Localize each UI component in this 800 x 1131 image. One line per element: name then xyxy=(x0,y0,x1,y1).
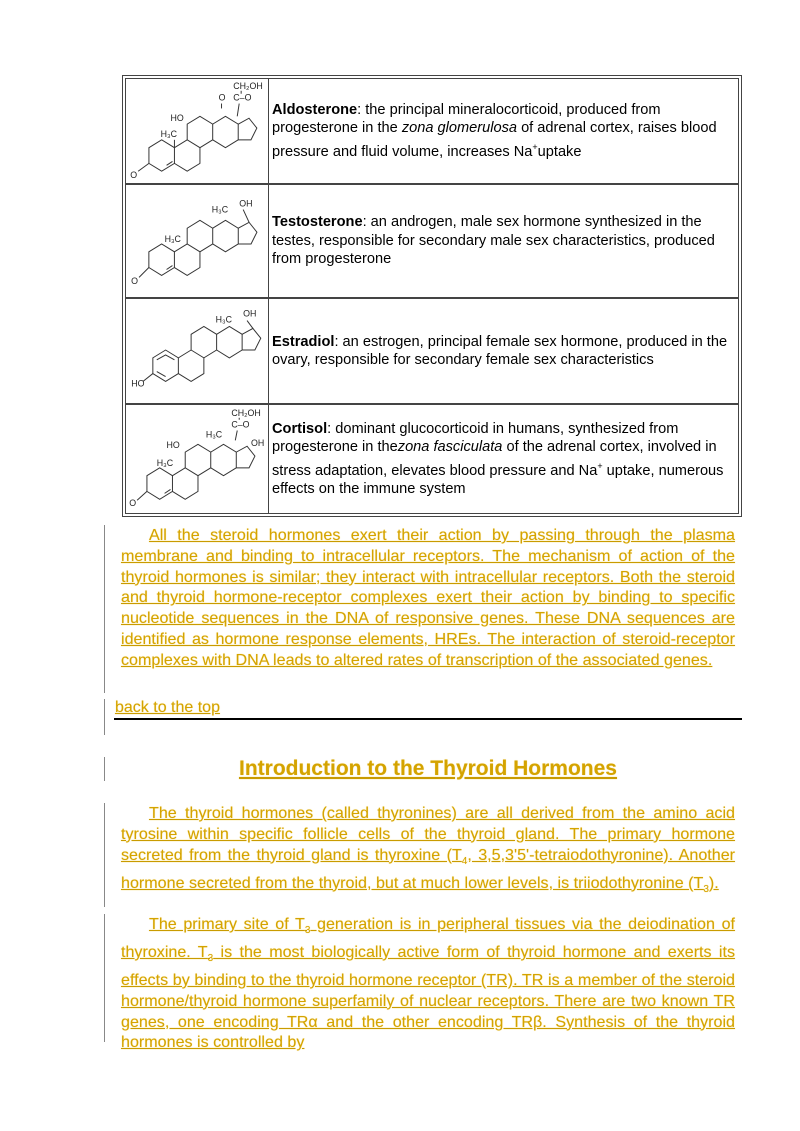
change-bar xyxy=(104,803,105,907)
svg-text:H₃C: H₃C xyxy=(211,204,229,215)
estradiol-name: Estradiol xyxy=(272,333,335,350)
back-to-top-link[interactable]: back to the top xyxy=(115,699,220,716)
horizontal-divider xyxy=(114,718,742,720)
steroid-hormone-table xyxy=(122,75,742,517)
svg-text:OH: OH xyxy=(251,438,265,449)
svg-text:H₃C: H₃C xyxy=(205,429,223,440)
aldosterone-name: Aldosterone xyxy=(272,101,358,118)
thyroid-intro-paragraph: The thyroid hormones (called thyronines) are all derived from the amino acid tyrosine within specific follicle cells of the thyroid gland. The primary hormone secreted from the thyroid gland is thyroxine ($T_4$, 3,5,3'5'-tetraiodothyronine). Another hormone secreted from the thyroid, but at much lower levels, is triiodothyronine $(T_3)$. xyxy=(121,804,735,895)
change-bar xyxy=(104,914,105,1042)
svg-text:O: O xyxy=(218,92,226,103)
svg-text:O: O xyxy=(130,170,138,181)
svg-text:OH: OH xyxy=(243,308,257,319)
aldosterone-structure-image xyxy=(126,79,269,183)
svg-text:HO: HO xyxy=(166,440,180,451)
svg-text:H₃C: H₃C xyxy=(156,457,174,468)
change-bar xyxy=(104,699,105,735)
table-row xyxy=(125,298,739,404)
estradiol-description: Estradiol: an estrogen, principal female sex hormone, produced in the ovary, responsible for secondary female sex characteristics xyxy=(272,333,728,368)
svg-text:CH₂OH: CH₂OH xyxy=(231,407,261,418)
svg-text:OH: OH xyxy=(239,198,253,209)
svg-text:CH₂OH: CH₂OH xyxy=(233,80,263,91)
testosterone-description: Testosterone: an androgen, male sex hormone synthesized in the testes, responsible for secondary male sex characteristics, produced from progesterone xyxy=(272,214,715,268)
change-bar xyxy=(104,525,105,693)
svg-text:HO: HO xyxy=(170,113,184,124)
cortisol-name: Cortisol xyxy=(272,420,328,437)
svg-text:C–O: C–O xyxy=(231,419,250,430)
cortisol-description: Cortisol: dominant glucocorticoid in humans, synthesized from progesterone in thezona fasciculata of the adrenal cortex, involved in stress adaptation, elevates blood pressure and Na+ uptake, numerous effects on the immune system xyxy=(272,420,724,497)
svg-text:H₃C: H₃C xyxy=(160,128,178,139)
table-row xyxy=(125,78,739,184)
estradiol-structure-image xyxy=(126,299,269,403)
svg-text:H₃C: H₃C xyxy=(215,314,233,325)
table-row xyxy=(125,184,739,298)
svg-text:C–O: C–O xyxy=(233,92,252,103)
svg-text:O: O xyxy=(129,498,137,509)
table-row xyxy=(125,404,739,514)
aldosterone-description: Aldosterone: the principal mineralocorticoid, produced from progesterone in the zona glomerulosa of adrenal cortex, raises blood pressure and fluid volume, increases Na+uptake xyxy=(272,101,717,160)
svg-text:O: O xyxy=(131,276,139,287)
testosterone-name: Testosterone xyxy=(272,214,363,231)
steroid-mechanism-paragraph: All the steroid hormones exert their action by passing through the plasma membrane and binding to intracellular receptors. The mechanism of action of the thyroid hormones is similar; they interact with intracellular receptors. Both the steroid and thyroid hormone-receptor complexes exert their action by binding to specific nucleotide sequences in the DNA of responsive genes. These DNA sequences are identified as hormone response elements, HREs. The interaction of steroid-receptor complexes with DNA leads to altered rates of transcription of the associated genes. xyxy=(121,526,735,669)
t3-generation-paragraph: The primary site of $T_3$ generation is in peripheral tissues via the deiodination of thyroxine. $T_3$ is the most biologically active form of thyroid hormone and exerts its effects by binding to the thyroid hormone receptor (TR). TR is a member of the steroid hormone/thyroid hormone superfamily of nuclear receptors. There are two known TR genes, one encoding TRα and the other encoding TRβ. Synthesis of the thyroid hormones is controlled by xyxy=(121,915,735,1052)
testosterone-structure-image xyxy=(126,185,269,297)
svg-text:HO: HO xyxy=(131,378,145,389)
svg-text:H₃C: H₃C xyxy=(164,233,181,244)
cortisol-structure-image xyxy=(126,405,269,513)
section-heading: Introduction to the Thyroid Hormones xyxy=(239,757,617,780)
